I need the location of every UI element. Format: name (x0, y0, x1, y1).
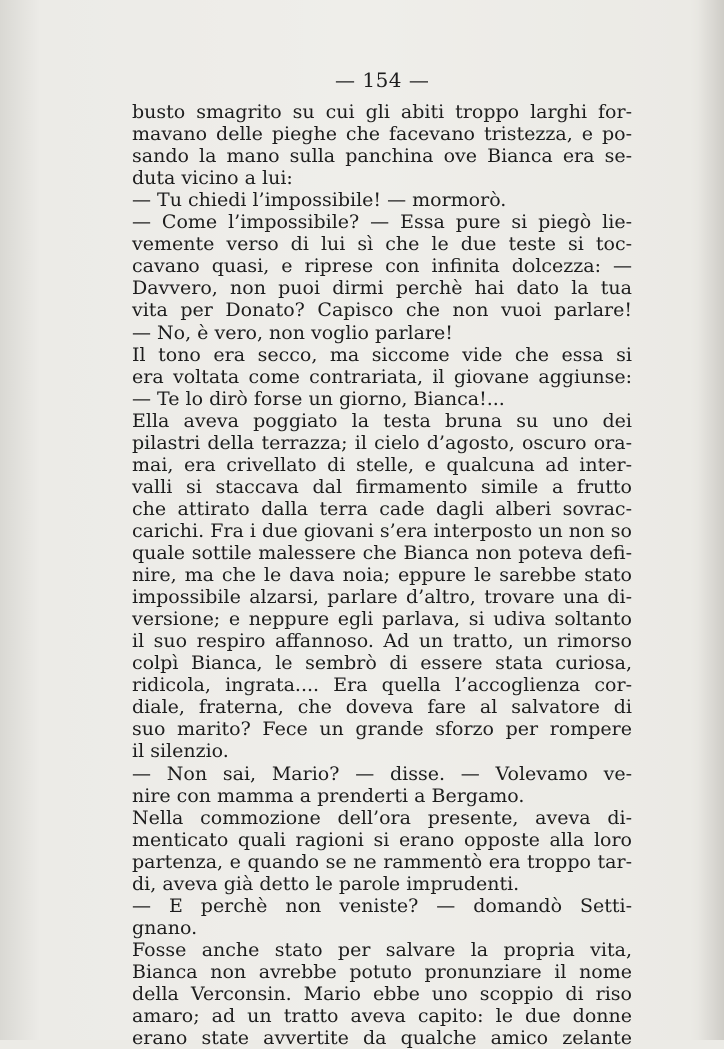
text-line: suo marito? Fece un grande sforzo per rompere (132, 718, 632, 741)
text-line: gnano. (132, 916, 198, 939)
text-line: era voltata come contrariata, il giovane aggiunse: (132, 365, 632, 388)
text-line: — Come l’impossibile? — Essa pure si piegò lie- (132, 211, 632, 234)
text-line: duta vicino a lui: (132, 167, 293, 190)
text-line: ridicola, ingrata.... Era quella l’accoglienza cor- (132, 674, 632, 697)
text-line: Fosse anche stato per salvare la propria vita, (132, 938, 632, 961)
text-line: impossibile alzarsi, parlare d’altro, trovare una di- (132, 586, 632, 609)
text-line: versione; e neppure egli parlava, si udiva soltanto (132, 608, 632, 631)
text-line: pilastri della terrazza; il cielo d’agosto, oscuro ora- (132, 431, 632, 454)
text-line: — Non sai, Mario? — disse. — Volevamo ve- (132, 762, 632, 785)
page-number: — 154 — (335, 68, 430, 92)
text-line: menticato quali ragioni si erano opposte alla loro (132, 828, 632, 851)
text-line: colpì Bianca, le sembrò di essere stata curiosa, (132, 652, 632, 675)
text-line: nire con mamma a prenderti a Bergamo. (132, 784, 525, 807)
text-line: Davvero, non puoi dirmi perchè hai dato la tua (132, 277, 632, 300)
text-line: valli si staccava dal firmamento simile a frutto (132, 475, 632, 498)
text-line: — Tu chiedi l’impossibile! — mormorò. (132, 189, 507, 212)
text-line: — E perchè non veniste? — domandò Setti- (132, 894, 632, 917)
text-line: busto smagrito su cui gli abiti troppo larghi for- (132, 101, 632, 123)
text-line: che attirato dalla terra cade dagli alberi sovrac- (132, 497, 632, 520)
text-line: erano state avvertite da qualche amico zelante (132, 1027, 632, 1049)
text-line: Nella commozione dell’ora presente, aveva di- (132, 806, 632, 829)
text-line: vita per Donato? Capisco che non vuoi parlare! (132, 299, 632, 322)
text-line: Ella aveva poggiato la testa bruna su uno dei (132, 409, 632, 432)
text-line: diale, fraterna, che doveva fare al salvatore di (132, 696, 632, 719)
text-line: cavano quasi, e riprese con infinita dolcezza: — (132, 255, 632, 278)
text-line: della Verconsin. Mario ebbe uno scoppio di riso (132, 983, 632, 1005)
text-line: quale sottile malessere che Bianca non poteva defi- (132, 542, 632, 564)
text-line: Bianca non avrebbe potuto pronunziare il nome (132, 960, 632, 983)
text-line: mavano delle pieghe che facevano tristezza, e po- (132, 123, 632, 146)
text-line: carichi. Fra i due giovani s’era interposto un non so (132, 519, 632, 542)
text-line: mai, era crivellato di stelle, e qualcuna ad inter- (132, 453, 632, 476)
text-line: vemente verso di lui sì che le due teste si toc- (132, 233, 632, 256)
text-line: sando la mano sulla panchina ove Bianca era se- (132, 145, 632, 168)
text-line: partenza, e quando se ne rammentò era troppo tar- (132, 850, 632, 873)
text-line: il suo respiro affannoso. Ad un tratto, un rimorso (132, 630, 632, 653)
page-edge-shadow (698, 0, 724, 1040)
text-line: amaro; ad un tratto aveva capito: le due donne (132, 1005, 632, 1028)
text-line: — No, è vero, non voglio parlare! (132, 321, 453, 344)
text-line: di, aveva già detto le parole imprudenti. (132, 872, 520, 895)
text-line: nire, ma che le dava noia; eppure le sarebbe stato (132, 564, 632, 587)
text-line: Il tono era secco, ma siccome vide che essa si (132, 343, 632, 366)
text-line: — Te lo dirò forse un giorno, Bianca!... (132, 387, 505, 410)
text-line: il silenzio. (132, 740, 229, 763)
